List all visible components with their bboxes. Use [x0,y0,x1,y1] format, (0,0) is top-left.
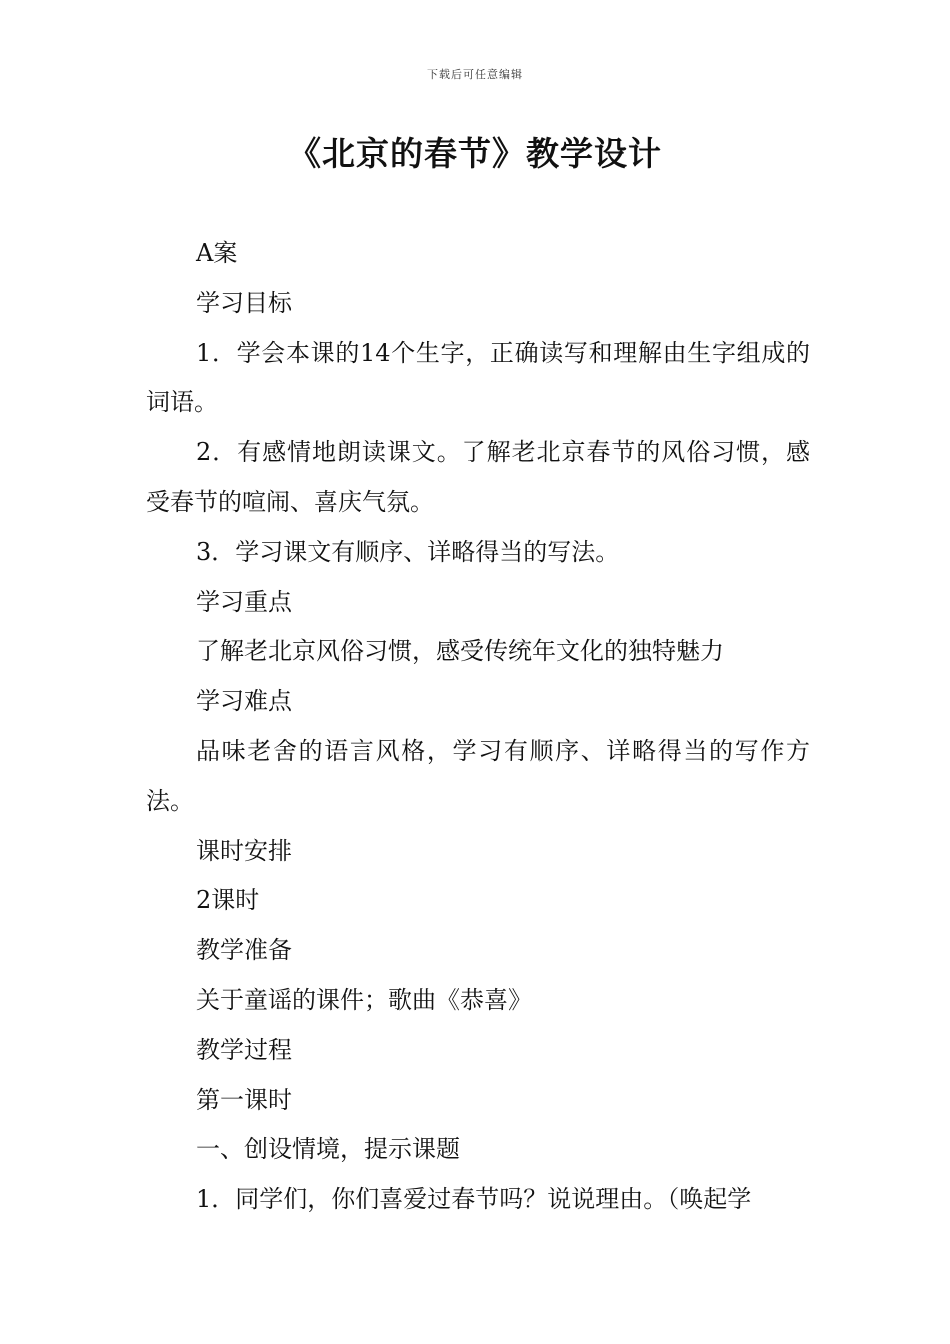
schedule-text: 2课时 [196,886,260,915]
goal-item-1: 1．学会本课的14个生字，正确读写和理解由生字组成的词语。 [146,338,810,417]
lesson-one-heading: 第一课时 [196,1085,292,1114]
page-header-note: 下载后可任意编辑 [427,68,523,81]
goal-item-2: 2．有感情地朗读课文。了解老北京春节的风俗习惯，感受春节的喧闹、喜庆气氛。 [146,438,810,516]
step-one-item-1: 1．同学们，你们喜爱过春节吗？说说理由。（唤起学 [196,1185,752,1214]
heading-key-points: 学习重点 [196,587,292,616]
difficulties-text: 品味老舍的语言风格，学习有顺序、详略得当的写作方法。 [146,736,810,815]
key-points-text: 了解老北京风俗习惯，感受传统年文化的独特魅力 [196,637,724,666]
preparation-text: 关于童谣的课件；歌曲《恭喜》 [196,985,532,1014]
heading-schedule: 课时安排 [196,836,292,865]
heading-preparation: 教学准备 [196,936,292,965]
document-title: 《北京的春节》教学设计 [288,134,662,173]
heading-difficulties: 学习难点 [196,687,292,716]
heading-learning-goals: 学习目标 [196,288,292,317]
step-one-heading: 一、创设情境，提示课题 [196,1135,460,1164]
goal-item-3: 3．学习课文有顺序、详略得当的写法。 [196,537,620,566]
document-body [146,229,810,1225]
heading-process: 教学过程 [196,1035,292,1064]
section-label-case-a: A案 [196,239,238,267]
